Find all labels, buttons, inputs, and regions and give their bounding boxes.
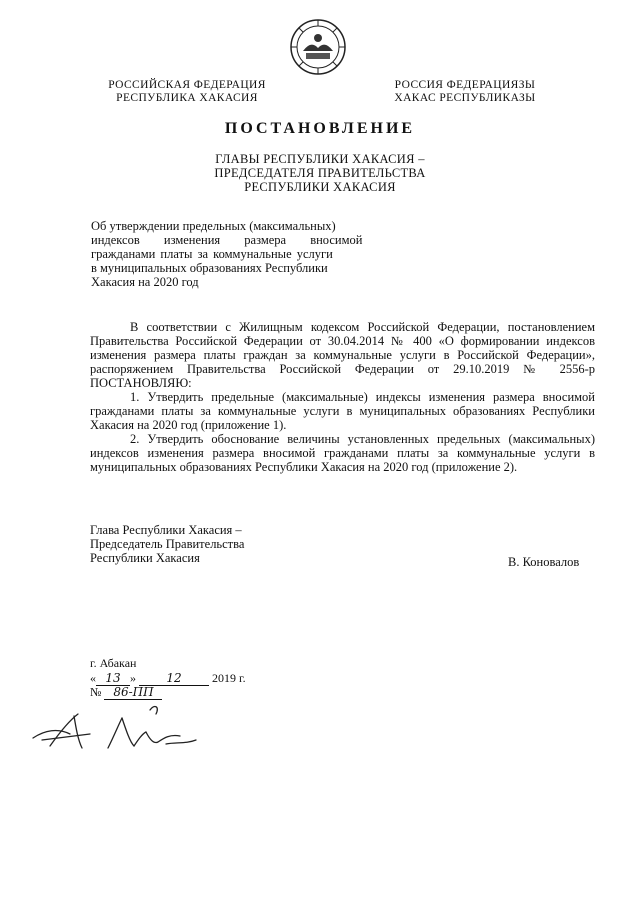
date-year: 2019 г. — [212, 671, 246, 685]
date-day: 13 — [96, 671, 130, 686]
coat-of-arms-emblem — [289, 18, 347, 76]
place: г. Абакан — [90, 656, 137, 670]
body-paragraph-item-1: 1. Утвердить предельные (максимальные) индексы изменения размера вносимой гражданами платы за коммунальные услуги в муниципальных образованиях Республики Хакасия на 2020 год (приложение 1). — [90, 390, 595, 432]
date-open-quote: « — [90, 671, 96, 685]
subject-line-4: в муниципальных образованиях Республики — [91, 261, 328, 275]
issuer-line-1: ГЛАВЫ РЕСПУБЛИКИ ХАКАСИЯ – — [215, 152, 425, 166]
subject-line-5: Хакасия на 2020 год — [91, 275, 199, 289]
date-month: 12 — [139, 671, 209, 686]
body-paragraph-item-2: 2. Утвердить обоснование величины установленных предельных (максимальных) индексов изменения размера вносимой гражданами платы за коммунальные услуги в муниципальных образованиях Республики Хакасия на 2020 год (приложение 2). — [90, 432, 595, 474]
handwritten-signature — [30, 700, 200, 760]
issuer-line-3: РЕСПУБЛИКИ ХАКАСИЯ — [244, 180, 396, 194]
subject-line-1: Об утверждении предельных (максимальных) — [91, 219, 336, 233]
date-line — [90, 671, 290, 686]
number-line — [90, 685, 290, 700]
issuer-line-2: ПРЕДСЕДАТЕЛЯ ПРАВИТЕЛЬСТВА — [214, 166, 426, 180]
subject-line-2: индексов изменения размера вносимой — [91, 233, 363, 247]
body-paragraph-preamble: В соответствии с Жилищным кодексом Российской Федерации, постановлением Правительства Российской Федерации от 30.04.2014 № 400 «О формировании индексов изменения размера платы граждан за коммунальные услуги в Российской Федерации», распоряжением Правительства Российской Федерации от 29.10.2019 № 2556-р ПОСТАНОВЛЯЮ: — [90, 320, 595, 390]
document-type-title: ПОСТАНОВЛЕНИЕ — [224, 120, 416, 137]
header-right — [380, 79, 550, 105]
header-right-line1: РОССИЯ ФЕДЕРАЦИЯЗЫ — [394, 79, 536, 91]
signatory-title-line-3: Республики Хакасия — [90, 551, 200, 565]
subject-block — [91, 219, 367, 289]
date-close-quote: » — [130, 671, 136, 685]
issuer-block — [160, 152, 480, 194]
number-value: 86-ПП — [104, 685, 162, 700]
header-left-line1: РОССИЙСКАЯ ФЕДЕРАЦИЯ — [108, 79, 266, 91]
signatory-title — [90, 523, 244, 565]
number-prefix: № — [90, 685, 102, 699]
subject-line-3: гражданами платы за коммунальные услуги — [91, 247, 333, 261]
body-text — [90, 320, 595, 474]
signatory-title-line-1: Глава Республики Хакасия – — [90, 523, 242, 537]
header-left-line2: РЕСПУБЛИКА ХАКАСИЯ — [116, 92, 258, 104]
header-right-line2: ХАКАС РЕСПУБЛИКАЗЫ — [394, 92, 536, 104]
header-left — [92, 79, 282, 105]
signatory-name: В. Коновалов — [508, 555, 580, 569]
signatory-title-line-2: Председатель Правительства — [90, 537, 245, 551]
